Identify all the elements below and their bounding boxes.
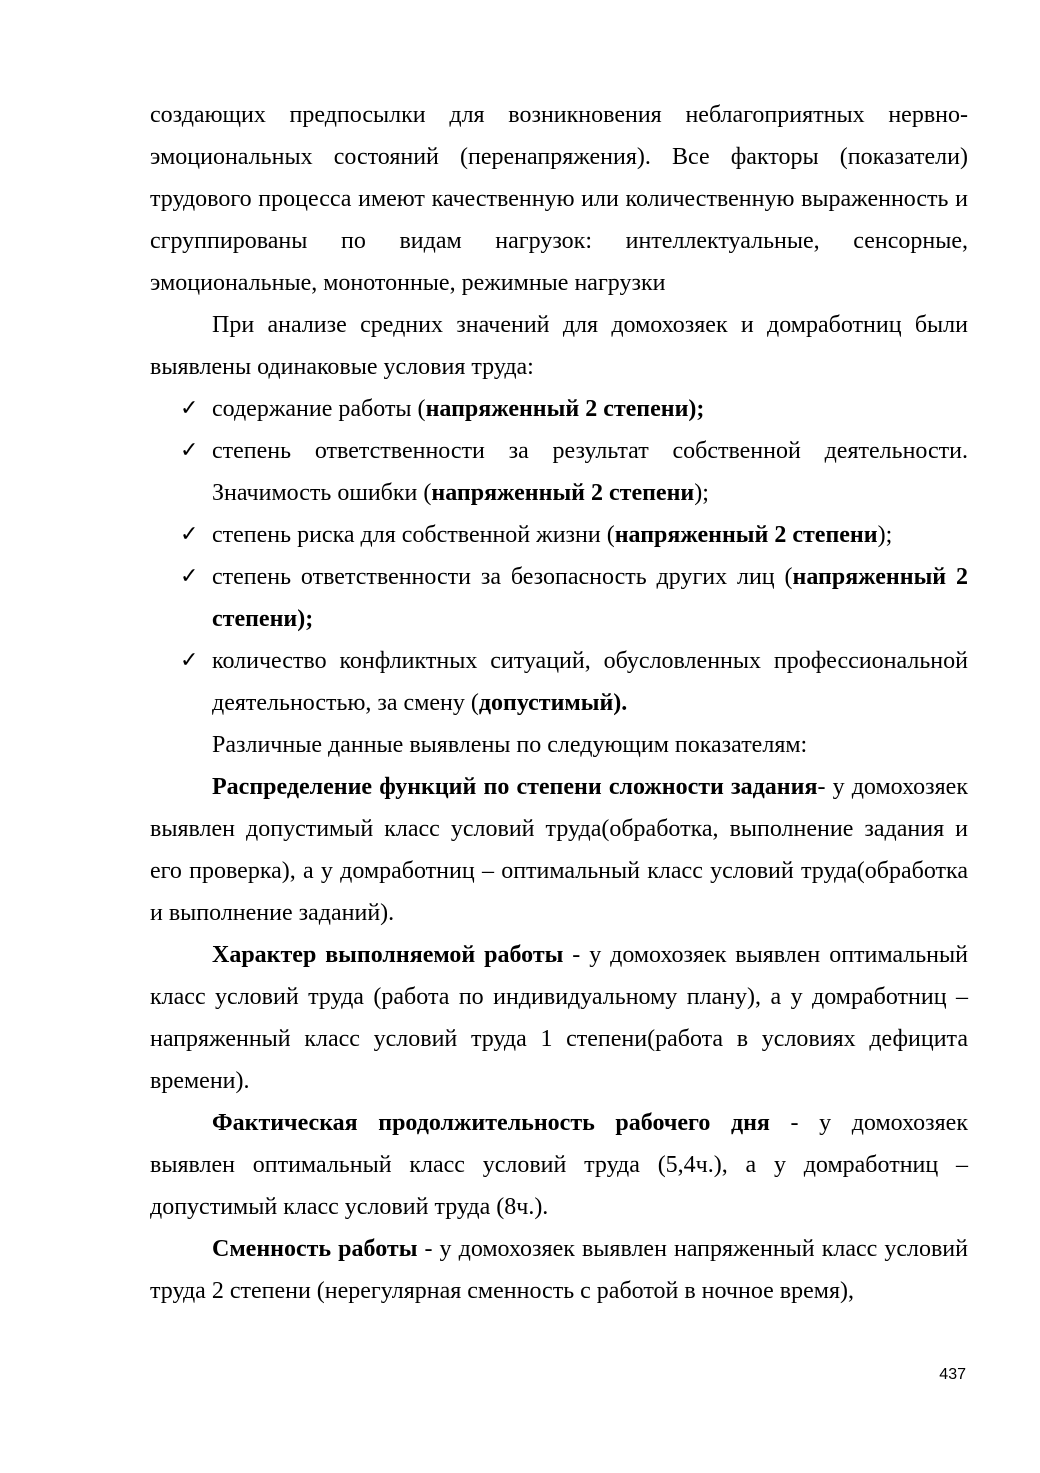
section-paragraph bbox=[150, 1228, 968, 1312]
list-item-bold: напряженный 2 степени); bbox=[212, 564, 968, 632]
conditions-list bbox=[150, 388, 968, 724]
list-item-tail: ); bbox=[694, 480, 709, 506]
list-item-text: степень риска для собственной жизни ( bbox=[212, 522, 615, 548]
list-item bbox=[150, 514, 968, 556]
list-item-bold: напряженный 2 степени bbox=[614, 522, 878, 548]
list-item-bold: допустимый). bbox=[478, 690, 628, 716]
list-item-text: степень ответственности за безопасность других лиц ( bbox=[212, 564, 793, 590]
paragraph-intro: создающих предпосылки для возникновения неблагоприятных нервно-эмоциональных состояний (перенапряжения). Все факторы (показатели) трудового процесса имеют качественную или количественную выраженность и сгруппированы по видам нагрузок: интеллектуальные, сенсорные, эмоциональные, монотонные, режимные нагрузки bbox=[150, 102, 968, 296]
check-mark-icon: ✓ bbox=[180, 522, 199, 547]
section-text: - у домохозяек выявлен оптимальный класс условий труда (работа по индивидуальному плану), а у домработниц – напряженный класс условий труда 1 степени(работа в условиях дефицита времени). bbox=[150, 942, 968, 1094]
section-heading: Сменность работы bbox=[212, 1236, 418, 1262]
list-item-text: степень ответственности за результат собственной деятельности. Значимость ошибки ( bbox=[212, 438, 968, 506]
section-heading: Распределение функций по степени сложности задания bbox=[212, 774, 818, 800]
list-item bbox=[150, 640, 968, 724]
list-item-bold: напряженный 2 степени bbox=[431, 480, 695, 506]
list-item bbox=[150, 556, 968, 640]
check-mark-icon: ✓ bbox=[180, 564, 199, 589]
list-item bbox=[150, 430, 968, 514]
list-item-bold: напряженный 2 степени); bbox=[425, 396, 705, 422]
section-text: - у домохозяек выявлен допустимый класс условий труда(обработка, выполнение задания и его проверка), а у домработниц – оптимальный класс условий труда(обработка и выполнение заданий). bbox=[150, 774, 968, 926]
section-paragraph bbox=[150, 766, 968, 934]
section-heading: Фактическая продолжительность рабочего дня bbox=[212, 1110, 770, 1136]
paragraph-differences: Различные данные выявлены по следующим показателям: bbox=[212, 732, 808, 758]
check-mark-icon: ✓ bbox=[180, 648, 199, 673]
list-item-text: содержание работы ( bbox=[212, 396, 426, 422]
section-paragraph bbox=[150, 934, 968, 1102]
section-text: - у домохозяек выявлен напряженный класс условий труда 2 степени (нерегулярная сменность с работой в ночное время), bbox=[150, 1236, 968, 1304]
section-paragraph bbox=[150, 1102, 968, 1228]
paragraph-analysis: При анализе средних значений для домохозяек и домработниц были выявлены одинаковые условия труда: bbox=[150, 312, 968, 380]
list-item-text: количество конфликтных ситуаций, обусловленных профессиональной деятельностью, за смену ( bbox=[212, 648, 968, 716]
list-item bbox=[150, 388, 968, 430]
section-text: - у домохозяек выявлен оптимальный класс условий труда (5,4ч.), а у домработниц – допустимый класс условий труда (8ч.). bbox=[150, 1110, 968, 1220]
page-body bbox=[150, 94, 968, 1312]
check-mark-icon: ✓ bbox=[180, 396, 199, 421]
section-heading: Характер выполняемой работы bbox=[212, 942, 564, 968]
page-number: 437 bbox=[939, 1366, 966, 1383]
check-mark-icon: ✓ bbox=[180, 438, 199, 463]
list-item-tail: ); bbox=[877, 522, 893, 548]
